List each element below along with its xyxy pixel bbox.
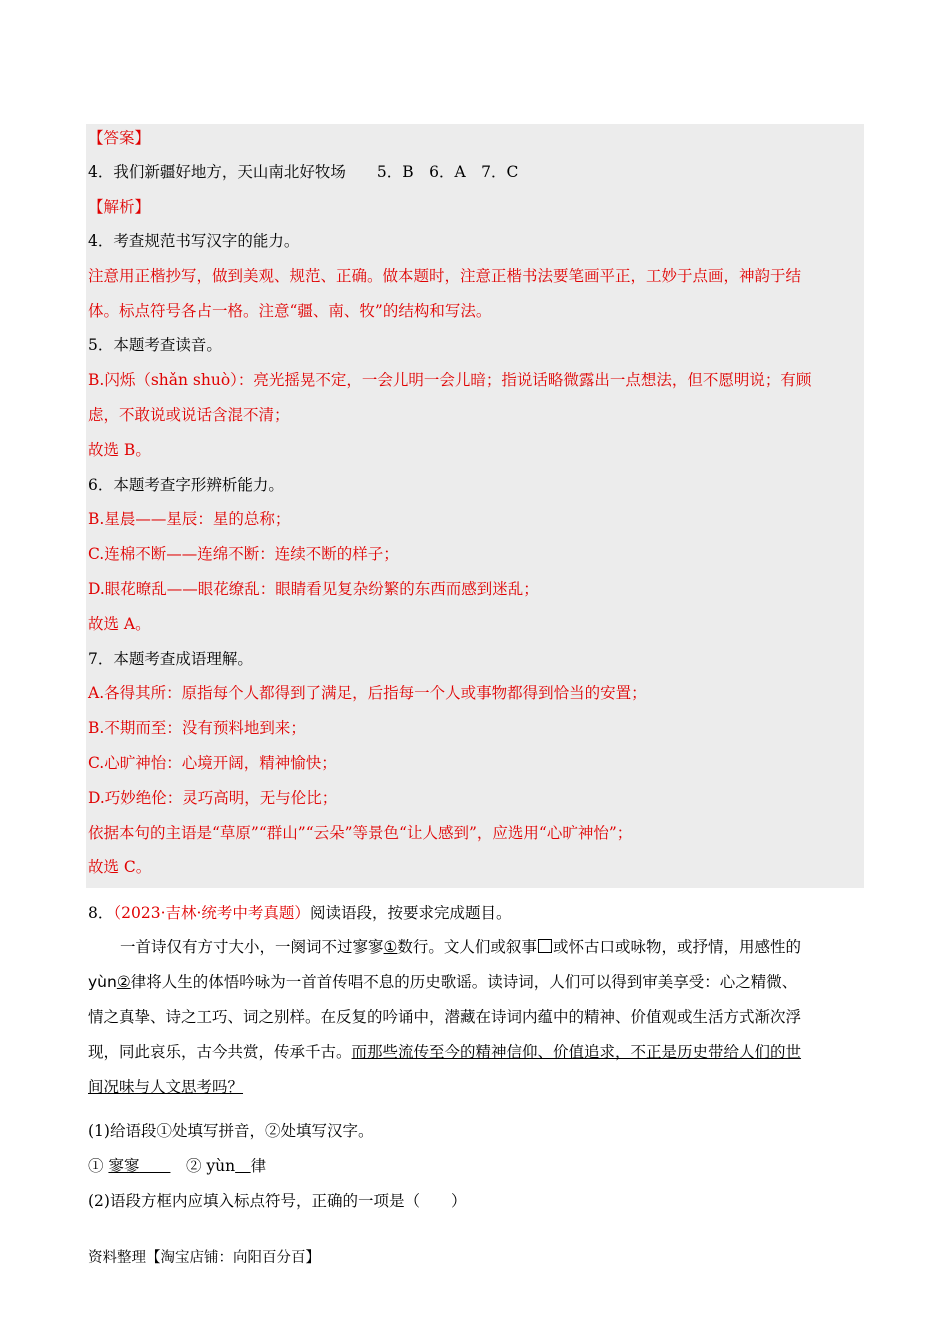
analysis-tag: 【解析】 <box>88 198 151 216</box>
analysis-line: 体。标点符号各占一格。注意“疆、南、牧”的结构和写法。 <box>88 302 492 320</box>
answer-tag: 【答案】 <box>88 129 151 147</box>
blank-2-marker: ② <box>116 973 131 991</box>
passage-line-5 <box>88 1076 858 1098</box>
sub-question-1: (1)给语段①处填写拼音，②处填写汉字。 <box>88 1122 374 1140</box>
passage-line-3: 情之真挚、诗之工巧、词之别样。在反复的吟诵中，潜藏在诗词内蕴中的精神、价值观或生活方式渐次浮 <box>88 1008 802 1026</box>
analysis-line: B.星晨——星辰：星的总称； <box>88 510 291 528</box>
answer-1-text: 寥寥 <box>108 1157 140 1175</box>
analysis-line: B.闪烁（shǎn shuò）：亮光摇晃不定，一会儿明一会儿暗；指说话略微露出一点想法，但不愿明说；有顾 <box>88 371 812 389</box>
analysis-line: B.不期而至：没有预料地到来； <box>88 719 306 737</box>
analysis-line: 6．本题考查字形辨析能力。 <box>88 476 284 494</box>
analysis-line: A.各得其所：原指每个人都得到了满足，后指每一个人或事物都得到恰当的安置； <box>88 684 647 702</box>
analysis-line: 故选 C。 <box>88 858 152 876</box>
analysis-line: C.心旷神怡：心境开阔，精神愉快； <box>88 754 337 772</box>
punctuation-box <box>538 939 552 953</box>
analysis-line: 故选 B。 <box>88 441 151 459</box>
analysis-line: D.巧妙绝伦：灵巧高明，无与伦比； <box>88 789 338 807</box>
analysis-line: C.连棉不断——连绵不断：连续不断的样子； <box>88 545 399 563</box>
analysis-line: 5．本题考查读音。 <box>88 336 222 354</box>
question-source: （2023·吉林·统考中考真题） <box>113 904 310 922</box>
analysis-line: 故选 A。 <box>88 615 151 633</box>
answer-2-text: yùn <box>206 1157 236 1175</box>
analysis-line: 依据本句的主语是“草原”“群山”“云朵”等景色“让人感到”，应选用“心旷神怡”； <box>88 824 633 842</box>
page-footer: 资料整理【淘宝店铺：向阳百分百】 <box>88 1250 320 1266</box>
passage-line-4: 现，同此哀乐，古今共赏，传承千古。而那些流传至今的精神信仰、价值追求，不正是历史带给人们的世 <box>88 1043 802 1061</box>
sub-question-2: (2)语段方框内应填入标点符号，正确的一项是（ ） <box>88 1192 467 1210</box>
sub-question-1-answer: ① 寥寥 ② yùn 律 <box>88 1157 267 1175</box>
question-instruction: 阅读语段，按要求完成题目。 <box>309 904 512 922</box>
question-8-header <box>88 902 511 924</box>
passage-line-2: yùn②律将人生的体悟吟咏为一首首传唱不息的历史歌谣。读诗词，人们可以得到审美享受：心之精微、 <box>88 973 798 991</box>
analysis-line: 4．考查规范书写汉字的能力。 <box>88 232 300 250</box>
passage-line-1: 一首诗仅有方寸大小，一阕词不过寥寥①数行。文人们或叙事 或怀古口或咏物，或抒情，用感性的 <box>120 938 801 956</box>
analysis-line: 7．本题考查成语理解。 <box>88 650 253 668</box>
analysis-line: D.眼花暸乱——眼花缭乱：眼睛看见复杂纷繁的东西而感到迷乱； <box>88 580 539 598</box>
question-number: 8． <box>88 904 114 922</box>
analysis-line: 虑，不敢说或说话含混不清； <box>88 406 290 424</box>
underlined-sentence: 而那些流传至今的精神信仰、价值追求，不正是历史带给人们的世 <box>351 1043 802 1061</box>
answer-line: 4．我们新疆好地方，天山南北好牧场 5．B 6．A 7．C <box>88 163 519 181</box>
blank-1-marker: ① <box>383 938 398 956</box>
analysis-line: 注意用正楷抄写，做到美观、规范、正确。做本题时，注意正楷书法要笔画平正，工妙于点画，神韵于结 <box>88 267 802 285</box>
underlined-sentence-end: 间况味与人文思考吗？ <box>88 1078 244 1096</box>
